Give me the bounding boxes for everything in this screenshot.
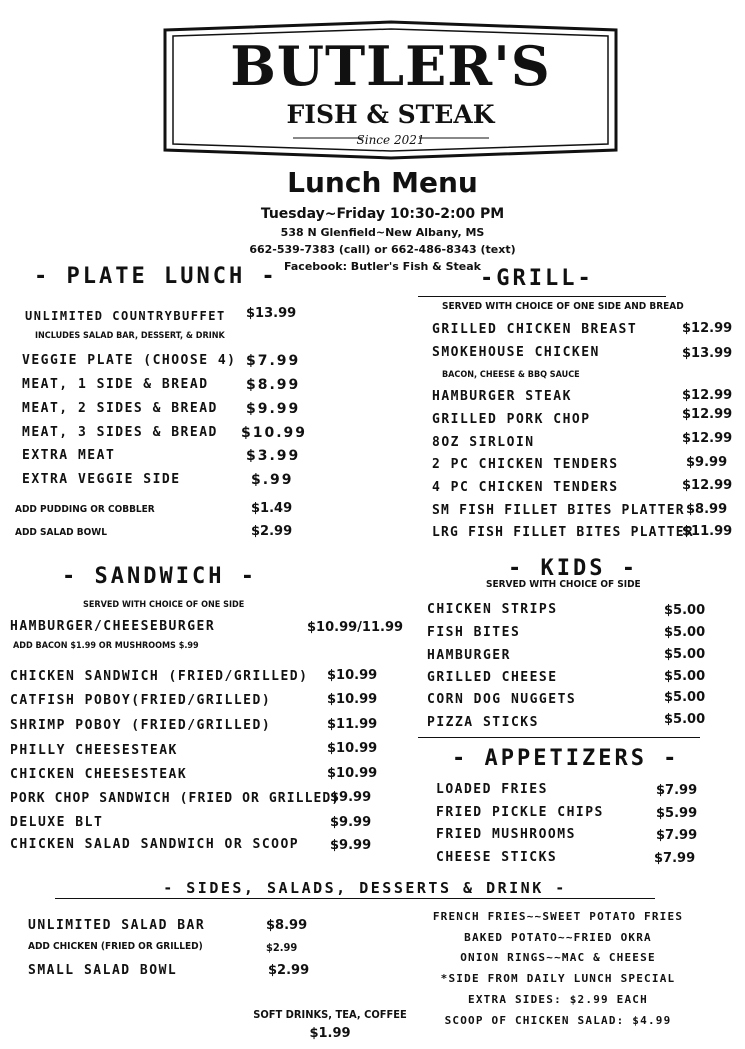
- grill-item: 4 PC CHICKEN TENDERS: [432, 480, 619, 495]
- hours: Tuesday~Friday 10:30-2:00 PM: [260, 206, 505, 222]
- kids-item: HAMBURGER: [427, 648, 511, 663]
- grill-price: $12.99: [682, 478, 733, 493]
- grill-price: $11.99: [682, 524, 733, 539]
- grill-item: GRILLED PORK CHOP: [432, 412, 591, 427]
- plate-item: MEAT, 3 SIDES & BREAD: [22, 425, 218, 440]
- addon-name: ADD PUDDING OR COBBLER: [15, 504, 155, 515]
- plate-item: VEGGIE PLATE (CHOOSE 4): [22, 353, 237, 368]
- plate-price: $10.99: [241, 425, 308, 441]
- sandwich-item: CHICKEN CHEESESTEAK: [10, 767, 188, 782]
- sandwich-item: CHICKEN SANDWICH (FRIED/GRILLED): [10, 669, 309, 684]
- burger-note: ADD BACON $1.99 OR MUSHROOMS $.99: [13, 641, 199, 651]
- appetizer-price: $5.99: [656, 806, 698, 821]
- add-chicken-name: ADD CHICKEN (FRIED OR GRILLED): [28, 941, 203, 952]
- appetizer-price: $7.99: [656, 828, 698, 843]
- grill-item: HAMBURGER STEAK: [432, 389, 572, 404]
- kids-item: GRILLED CHEESE: [427, 670, 558, 685]
- grill-price: $8.99: [686, 502, 728, 517]
- logo-title: BUTLER'S: [230, 34, 551, 98]
- kids-item: CHICKEN STRIPS: [427, 602, 558, 617]
- menu-title: Lunch Menu: [287, 166, 478, 199]
- buffet-price: $13.99: [246, 306, 297, 321]
- grill-item: SMOKEHOUSE CHICKEN: [432, 345, 600, 360]
- sandwich-price: $9.99: [330, 815, 372, 830]
- side-line: SCOOP OF CHICKEN SALAD: $4.99: [444, 1014, 672, 1027]
- sandwich-item: PHILLY CHEESESTEAK: [10, 743, 178, 758]
- addon-name: ADD SALAD BOWL: [15, 527, 107, 538]
- side-line: EXTRA SIDES: $2.99 EACH: [468, 993, 648, 1006]
- logo-since: Since 2021: [356, 133, 425, 147]
- addon-price: $2.99: [251, 524, 293, 539]
- kids-note: SERVED WITH CHOICE OF SIDE: [486, 579, 641, 590]
- buffet-name: UNLIMITED COUNTRYBUFFET: [25, 309, 226, 323]
- salad-bowl-name: SMALL SALAD BOWL: [28, 963, 178, 978]
- plate-price: $.99: [251, 472, 294, 488]
- burger-name: HAMBURGER/CHEESEBURGER: [10, 619, 216, 634]
- salad-bowl-price: $2.99: [268, 963, 310, 978]
- buffet-note: INCLUDES SALAD BAR, DESSERT, & DRINK: [35, 331, 225, 341]
- addon-price: $1.49: [251, 501, 293, 516]
- appetizer-item: FRIED MUSHROOMS: [436, 827, 576, 842]
- appetizer-price: $7.99: [656, 783, 698, 798]
- kids-price: $5.00: [664, 625, 706, 640]
- appetizer-item: FRIED PICKLE CHIPS: [436, 805, 604, 820]
- plate-item: MEAT, 2 SIDES & BREAD: [22, 401, 218, 416]
- sandwich-price: $9.99: [330, 838, 372, 853]
- grill-item: LRG FISH FILLET BITES PLATTER: [432, 525, 694, 540]
- sandwich-price: $10.99: [327, 692, 378, 707]
- appetizer-item: LOADED FRIES: [436, 782, 548, 797]
- grill-item: 2 PC CHICKEN TENDERS: [432, 457, 619, 472]
- grill-rule: [418, 296, 666, 297]
- grill-price: $13.99: [682, 346, 733, 361]
- plate-lunch-heading: - PLATE LUNCH -: [34, 264, 278, 289]
- sandwich-item: SHRIMP POBOY (FRIED/GRILLED): [10, 718, 272, 733]
- sandwich-heading: - SANDWICH -: [62, 564, 257, 589]
- salad-bar-price: $8.99: [266, 918, 308, 933]
- sandwich-price: $11.99: [327, 717, 378, 732]
- phone: 662-539-7383 (call) or 662-486-8343 (text): [249, 243, 516, 256]
- address: 538 N Glenfield~New Albany, MS: [280, 226, 485, 239]
- side-line: *SIDE FROM DAILY LUNCH SPECIAL: [440, 972, 676, 985]
- side-line: ONION RINGS~~MAC & CHEESE: [460, 951, 656, 964]
- grill-price: $12.99: [682, 407, 733, 422]
- sandwich-item: CHICKEN SALAD SANDWICH OR SCOOP: [10, 837, 300, 852]
- grill-item: SM FISH FILLET BITES PLATTER: [432, 503, 685, 518]
- drinks-price: $1.99: [309, 1026, 351, 1041]
- grill-price: $12.99: [682, 388, 733, 403]
- grill-heading: -GRILL-: [480, 266, 594, 291]
- plate-price: $9.99: [246, 401, 301, 417]
- kids-price: $5.00: [664, 690, 706, 705]
- kids-heading: - KIDS -: [508, 556, 638, 581]
- grill-price: $12.99: [682, 321, 733, 336]
- sandwich-item: PORK CHOP SANDWICH (FRIED OR GRILLED): [10, 791, 341, 806]
- sandwich-note: SERVED WITH CHOICE OF ONE SIDE: [83, 600, 245, 610]
- grill-price: $12.99: [682, 431, 733, 446]
- kids-item: PIZZA STICKS: [427, 715, 539, 730]
- sandwich-item: CATFISH POBOY(FRIED/GRILLED): [10, 693, 272, 708]
- salad-bar-name: UNLIMITED SALAD BAR: [28, 918, 206, 933]
- plate-price: $8.99: [246, 377, 301, 393]
- side-line: BAKED POTATO~~FRIED OKRA: [464, 931, 652, 944]
- side-line: FRENCH FRIES~~SWEET POTATO FRIES: [432, 910, 684, 923]
- kids-rule: [418, 737, 700, 738]
- kids-price: $5.00: [664, 712, 706, 727]
- appetizers-heading: - APPETIZERS -: [452, 746, 680, 771]
- kids-item: CORN DOG NUGGETS: [427, 692, 577, 707]
- smokehouse-note: BACON, CHEESE & BBQ SAUCE: [442, 370, 580, 380]
- appetizer-item: CHEESE STICKS: [436, 850, 558, 865]
- plate-item: EXTRA MEAT: [22, 448, 116, 463]
- sandwich-price: $10.99: [327, 741, 378, 756]
- kids-price: $5.00: [664, 603, 706, 618]
- sandwich-price: $10.99: [327, 766, 378, 781]
- appetizer-price: $7.99: [654, 851, 696, 866]
- burger-price: $10.99/11.99: [307, 620, 404, 635]
- add-chicken-price: $2.99: [266, 941, 298, 954]
- kids-price: $5.00: [664, 647, 706, 662]
- sandwich-price: $10.99: [327, 668, 378, 683]
- drinks-name: SOFT DRINKS, TEA, COFFEE: [253, 1008, 407, 1021]
- sandwich-item: DELUXE BLT: [10, 815, 104, 830]
- grill-price: $9.99: [686, 455, 728, 470]
- plate-price: $7.99: [246, 353, 301, 369]
- sides-rule: [55, 898, 655, 899]
- sandwich-price: $9.99: [330, 790, 372, 805]
- plate-item: EXTRA VEGGIE SIDE: [22, 472, 181, 487]
- plate-item: MEAT, 1 SIDE & BREAD: [22, 377, 209, 392]
- grill-note: SERVED WITH CHOICE OF ONE SIDE AND BREAD: [442, 301, 684, 312]
- kids-price: $5.00: [664, 669, 706, 684]
- grill-item: 8OZ SIRLOIN: [432, 435, 535, 450]
- facebook: Facebook: Butler's Fish & Steak: [284, 260, 481, 273]
- sides-heading: - SIDES, SALADS, DESSERTS & DRINK -: [163, 879, 567, 897]
- grill-item: GRILLED CHICKEN BREAST: [432, 322, 638, 337]
- logo-subtitle: FISH & STEAK: [286, 100, 495, 129]
- plate-price: $3.99: [246, 448, 301, 464]
- kids-item: FISH BITES: [427, 625, 521, 640]
